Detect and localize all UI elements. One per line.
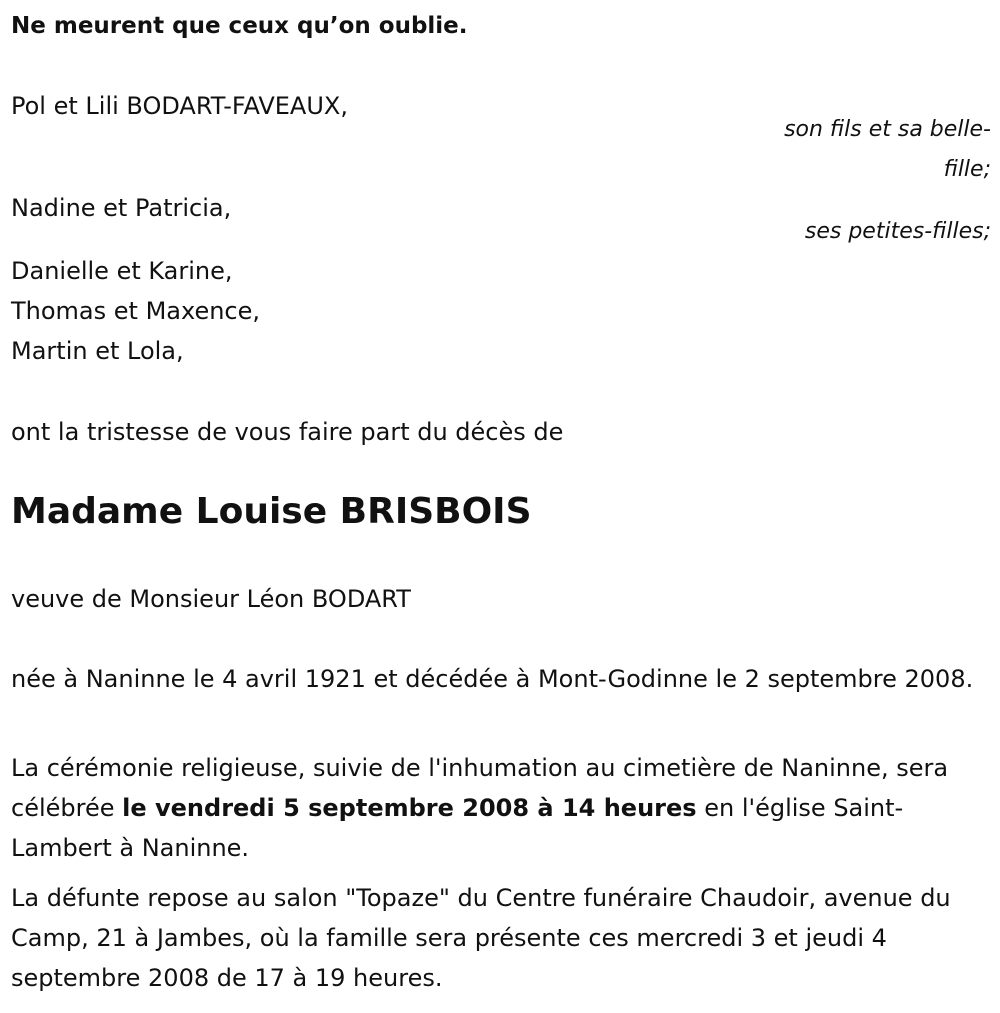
- granddaughters-names: Nadine et Patricia,: [11, 194, 232, 222]
- ceremony-text-before: La cérémonie religieuse, suivie de l'inhumation au cimetière de Naninne, sera célébrée: [11, 754, 949, 822]
- granddaughters-relation: ses petites-filles;: [804, 219, 991, 244]
- ceremony-paragraph: [11, 748, 986, 868]
- son-names: Pol et Lili BODART-FAVEAUX,: [11, 92, 348, 120]
- great-grandchildren-3: Martin et Lola,: [11, 337, 184, 365]
- widow-of: veuve de Monsieur Léon BODART: [11, 585, 411, 613]
- deceased-name: Madame Louise BRISBOIS: [11, 491, 532, 532]
- birth-death-paragraph: née à Naninne le 4 avril 1921 et décédée à Mont-Godinne le 2 septembre 2008.: [11, 665, 974, 693]
- great-grandchildren-2: Thomas et Maxence,: [11, 297, 261, 325]
- announcement-text: ont la tristesse de vous faire part du décès de: [11, 418, 564, 446]
- visitation-paragraph: La défunte repose au salon "Topaze" du Centre funéraire Chaudoir, avenue du Camp, 21 à Jambes, où la famille sera présente ces mercredi 3 et jeudi 4 septembre 2008 de 17 à 19 heures.: [11, 884, 951, 992]
- son-relation-line1: son fils et sa belle-: [784, 117, 991, 142]
- great-grandchildren-1: Danielle et Karine,: [11, 257, 233, 285]
- ceremony-date: le vendredi 5 septembre 2008 à 14 heures: [122, 794, 697, 822]
- ceremony-text-after: en l'église Saint-Lambert à Naninne.: [11, 794, 904, 862]
- son-relation-line2: fille;: [943, 157, 991, 182]
- epigraph: Ne meurent que ceux qu’on oublie.: [11, 13, 468, 39]
